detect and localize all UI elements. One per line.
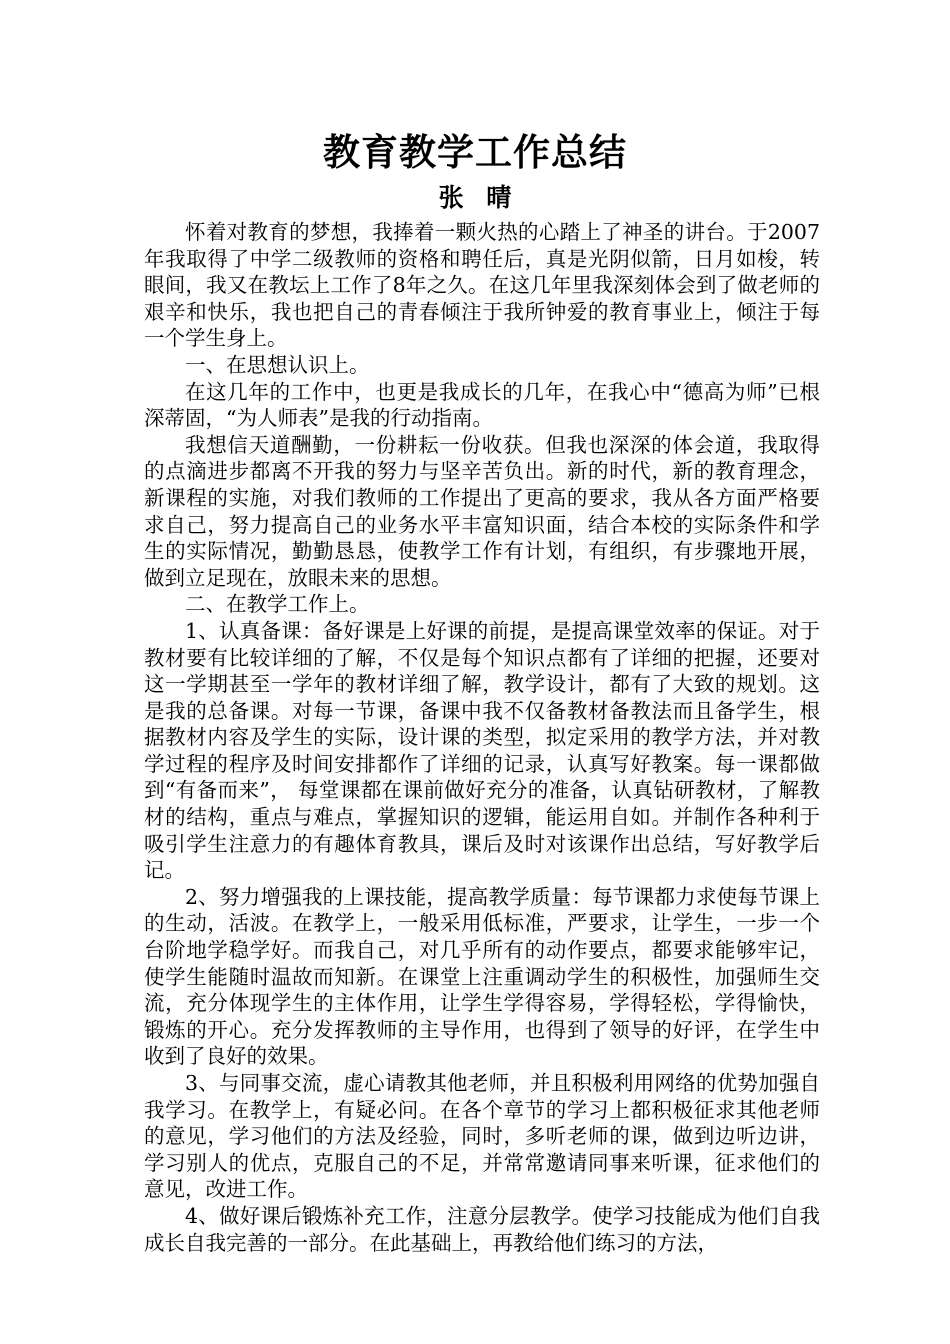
paragraph: 2、努力增强我的上课技能，提高教学质量：每节课都力求使每节课上的生动，活波。在教学上，一般采用低标准，严要求，让学生，一步一个台阶地学稳学好。而我自己，对几乎所有的动作要点，都要求能够牢记，使学生能随时温故而知新。在课堂上注重调动学生的积极性，加强师生交流，充分体现学生的主体作用，让学生学得容易，学得轻松，学得愉快，锻炼的开心。充分发挥教师的主导作用，也得到了领导的好评，在学生中收到了良好的效果。 (144, 884, 820, 1069)
paragraph: 我想信天道酬勤，一份耕耘一份收获。但我也深深的体会道，我取得的点滴进步都离不开我的努力与坚辛苦负出。新的时代，新的教育理念，新课程的实施，对我们教师的工作提出了更高的要求，我从各方面严格要求自己，努力提高自己的业务水平丰富知识面，结合本校的实际条件和学生的实际情况，勤勤恳恳，使教学工作有计划，有组织，有步骤地开展，做到立足现在，放眼未来的思想。 (144, 432, 820, 590)
document-author: 张 晴 (438, 183, 512, 212)
section-heading-1: 一、在思想认识上。 (185, 352, 370, 377)
document-title: 教育教学工作总结 (323, 130, 627, 174)
paragraph: 1、认真备课：备好课是上好课的前提，是提高课堂效率的保证。对于教材要有比较详细的了解，不仅是每个知识点都有了详细的把握，还要对这一学期甚至一学年的教材详细了解，教学设计，都有了大致的规划。这是我的总备课。对每一节课，备课中我不仅备教材备教法而且备学生，根据教材内容及学生的实际，设计课的类型，拟定采用的教学方法，并对教学过程的程序及时间安排都作了详细的记录，认真写好教案。每一课都做到“有备而来”， 每堂课都在课前做好充分的准备，认真钻研教材，了解教材的结构，重点与难点，掌握知识的逻辑，能运用自如。并制作各种利于吸引学生注意力的有趣体育教具，课后及时对该课作出总结，写好教学后记。 (144, 618, 820, 883)
paragraph: 4、做好课后锻炼补充工作，注意分层教学。使学习技能成为他们自我成长自我完善的一部分。在此基础上，再教给他们练习的方法， (144, 1203, 820, 1255)
paragraph: 3、与同事交流，虚心请教其他老师，并且积极利用网络的优势加强自我学习。在教学上，有疑必问。在各个章节的学习上都积极征求其他老师的意见，学习他们的方法及经验，同时，多听老师的课，做到边听边讲，学习别人的优点，克服自己的不足，并常常邀请同事来听课，征求他们的意见，改进工作。 (144, 1071, 820, 1202)
document-body (144, 219, 820, 1256)
paragraph-intro: 怀着对教育的梦想，我捧着一颗火热的心踏上了神圣的讲台。于2007年我取得了中学二级教师的资格和聘任后，真是光阴似箭，日月如梭，转眼间，我又在教坛上工作了8年之久。在这几年里我深刻体会到了做老师的艰辛和快乐，我也把自己的青春倾注于我所钟爱的教育事业上，倾注于每一个学生身上。 (144, 220, 820, 351)
section-heading-2: 二、在教学工作上。 (185, 592, 370, 617)
paragraph: 在这几年的工作中，也更是我成长的几年，在我心中“德高为师”已根深蒂固，“为人师表”是我的行动指南。 (144, 379, 820, 431)
